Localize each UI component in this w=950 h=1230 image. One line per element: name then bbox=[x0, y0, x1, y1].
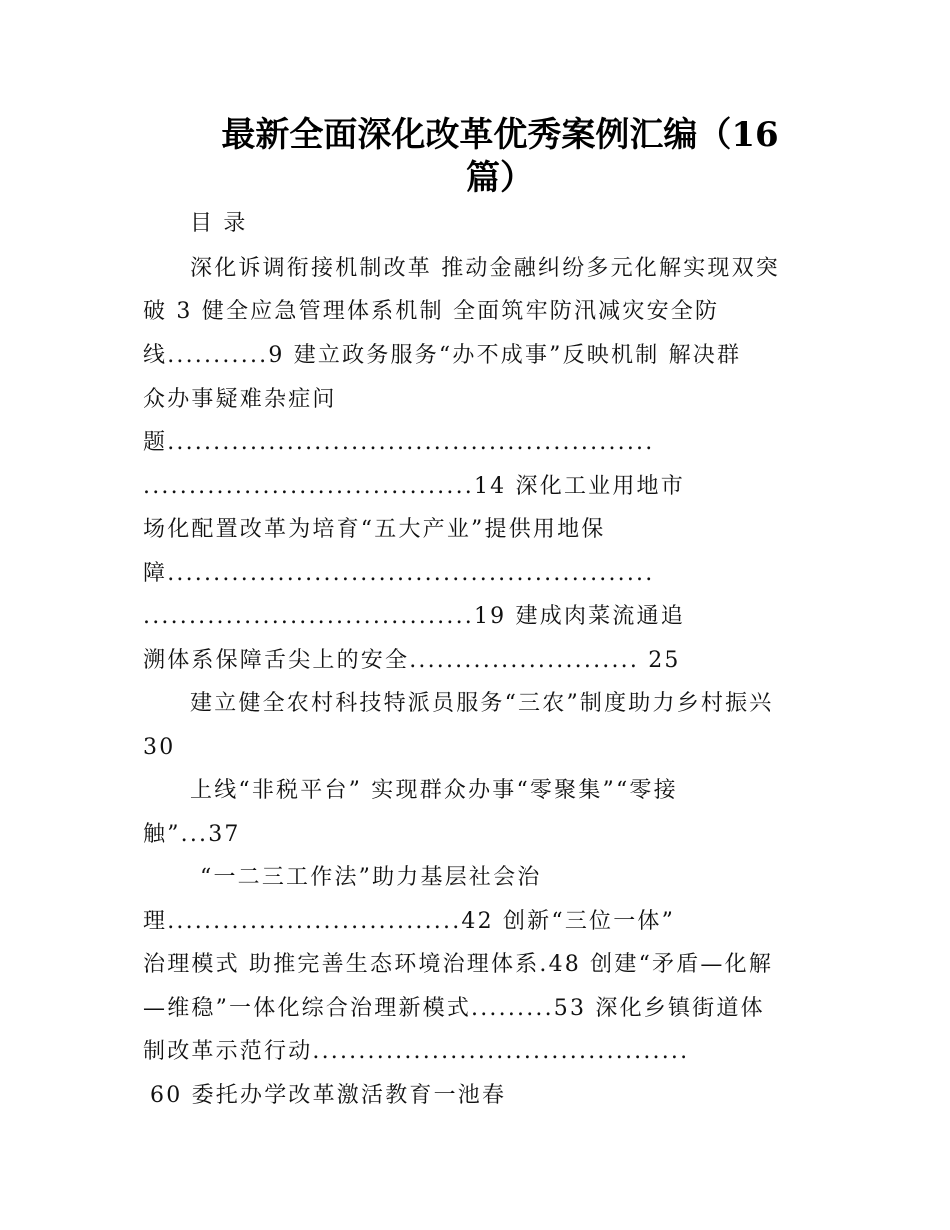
toc-line: 线...........9 建立政务服务“办不成事”反映机制 解决群 bbox=[143, 343, 742, 368]
toc-line: 众办事疑难杂症问 bbox=[143, 387, 337, 412]
toc-line: 题..................................................... bbox=[143, 430, 655, 455]
toc-heading: 目 录 bbox=[190, 211, 248, 236]
toc-line: 溯体系保障舌尖上的安全......................... 25 bbox=[143, 648, 681, 673]
toc-line: —维稳”一体化综合治理新模式.........53 深化乡镇街道体 bbox=[143, 996, 765, 1021]
toc-line: 30 bbox=[143, 735, 176, 760]
toc-line: 60 委托办学改革激活教育一池春 bbox=[150, 1083, 507, 1108]
toc-line: 建立健全农村科技特派员服务“三农”制度助力乡村振兴 bbox=[190, 691, 774, 716]
toc-line: ....................................14 深化工业用地市 bbox=[143, 474, 685, 499]
toc-line: 深化诉调衔接机制改革 推动金融纠纷多元化解实现双突 bbox=[190, 256, 780, 281]
toc-line: 治理模式 助推完善生态环境治理体系.48 创建“矛盾—化解 bbox=[143, 952, 774, 977]
document-title-line-1: 最新全面深化改革优秀案例汇编（16 bbox=[221, 115, 779, 155]
toc-line: 理................................42 创新“三位一体” bbox=[143, 909, 676, 934]
toc-line: 场化配置改革为培育“五大产业”提供用地保 bbox=[143, 517, 606, 542]
toc-line: 上线“非税平台” 实现群众办事“零聚集”“零接 bbox=[190, 778, 678, 803]
toc-line: ....................................19 建成肉菜流通追 bbox=[143, 604, 685, 629]
toc-line: “一二三工作法”助力基层社会治 bbox=[200, 865, 542, 890]
toc-line: 制改革示范行动......................................... bbox=[143, 1039, 690, 1064]
toc-line: 障..................................................... bbox=[143, 561, 655, 586]
document-title-line-2: 篇） bbox=[466, 158, 534, 198]
toc-line: 触”...37 bbox=[143, 822, 241, 847]
toc-line: 破 3 健全应急管理体系机制 全面筑牢防汛减灾安全防 bbox=[143, 299, 720, 324]
